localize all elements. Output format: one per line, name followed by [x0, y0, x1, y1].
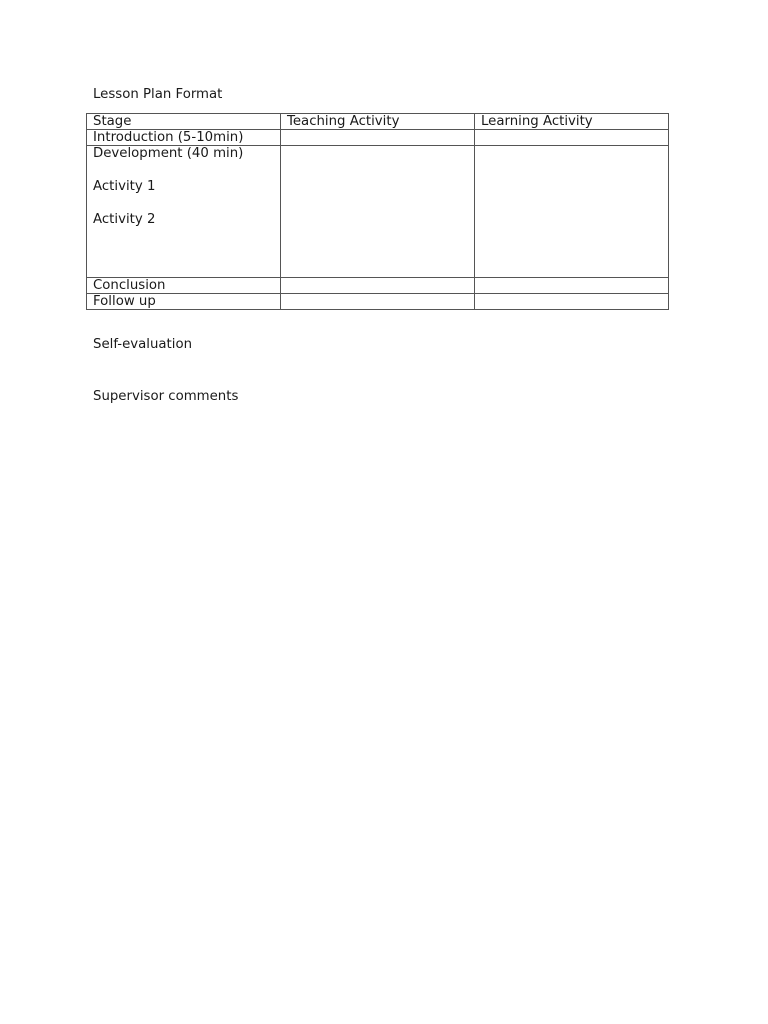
teaching-activity-cell	[281, 278, 475, 294]
table-row-development	[87, 146, 669, 278]
stage-activity-2: Activity 2	[93, 212, 156, 227]
header-teaching-activity: Teaching Activity	[281, 114, 475, 130]
document-title: Lesson Plan Format	[93, 87, 223, 102]
table-row-conclusion	[87, 278, 669, 294]
table-row-follow-up	[87, 294, 669, 310]
learning-activity-cell	[475, 294, 669, 310]
lesson-plan-table	[86, 113, 669, 310]
stage-activity-1: Activity 1	[93, 179, 156, 194]
learning-activity-cell	[475, 278, 669, 294]
header-learning-activity: Learning Activity	[475, 114, 669, 130]
stage-follow-up: Follow up	[87, 294, 281, 310]
stage-introduction: Introduction (5-10min)	[87, 130, 281, 146]
table-row-introduction	[87, 130, 669, 146]
stage-development: Development (40 min)	[93, 146, 244, 161]
header-stage: Stage	[87, 114, 281, 130]
teaching-activity-cell	[281, 146, 475, 278]
teaching-activity-cell	[281, 130, 475, 146]
supervisor-comments-label: Supervisor comments	[93, 389, 239, 404]
stage-development-cell	[87, 146, 281, 278]
stage-conclusion: Conclusion	[87, 278, 281, 294]
learning-activity-cell	[475, 130, 669, 146]
learning-activity-cell	[475, 146, 669, 278]
table-header-row	[87, 114, 669, 130]
self-evaluation-label: Self-evaluation	[93, 337, 193, 352]
teaching-activity-cell	[281, 294, 475, 310]
